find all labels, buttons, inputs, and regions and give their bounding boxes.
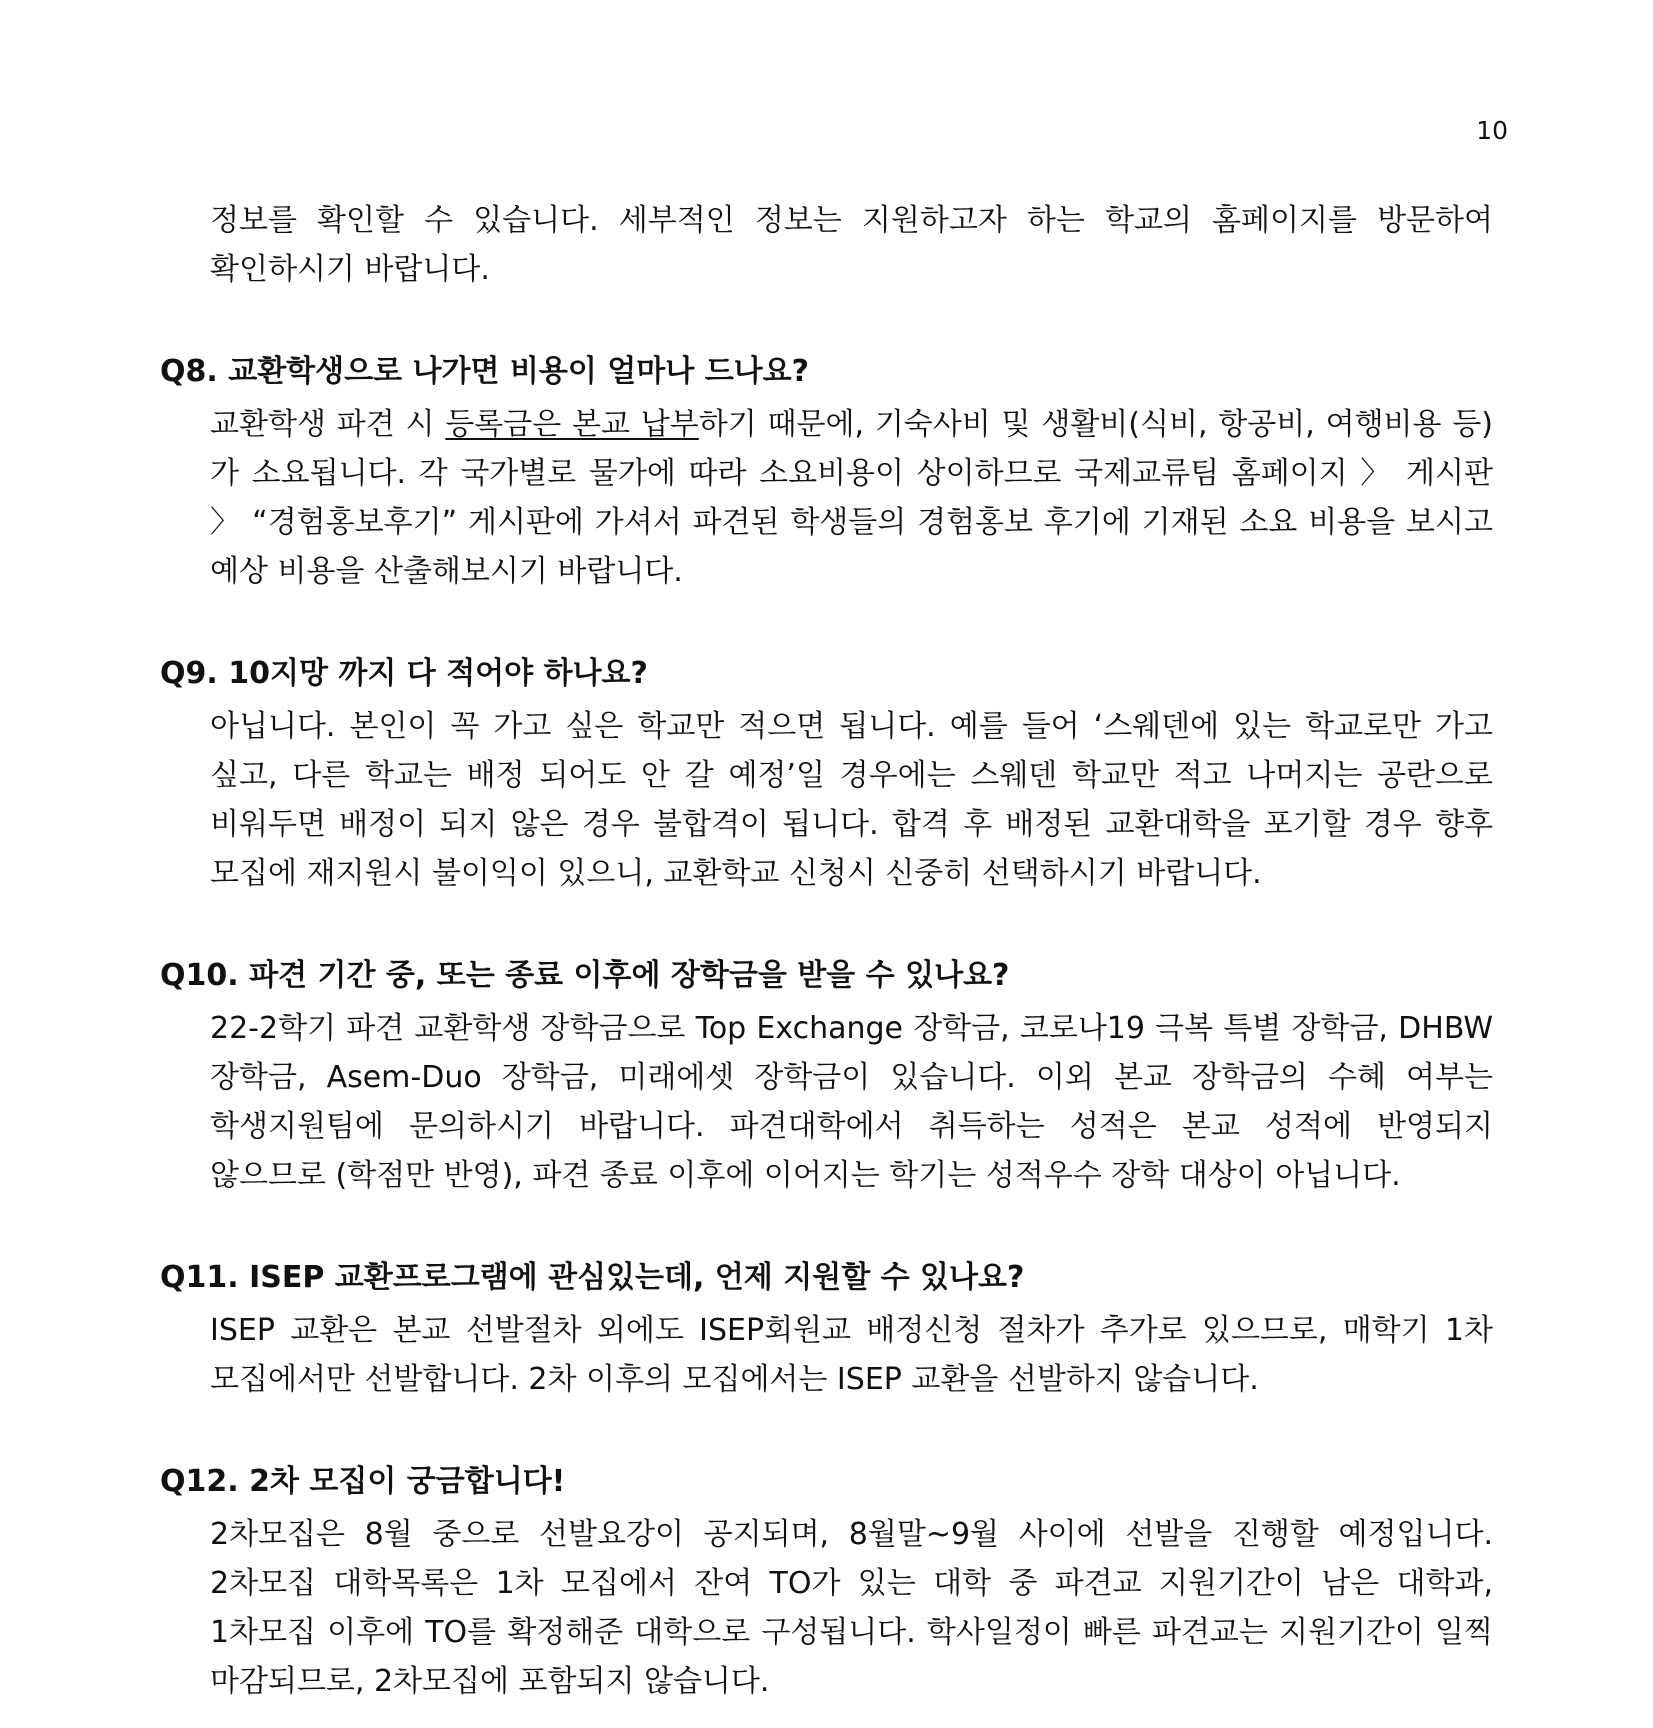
faq-q8 xyxy=(160,350,1493,596)
question-title: Q11. ISEP 교환프로그램에 관심있는데, 언제 지원할 수 있나요? xyxy=(160,1260,1025,1295)
question-title: Q12. 2차 모집이 궁금합니다! xyxy=(160,1464,566,1499)
underlined-text: 등록금은 본교 납부 xyxy=(445,407,699,442)
intro-paragraph: 정보를 확인할 수 있습니다. 세부적인 정보는 지원하고자 하는 학교의 홈페이지를 방문하여 확인하시기 바랍니다. xyxy=(210,203,1493,287)
answer-paragraph: 22-2학기 파견 교환학생 장학금으로 Top Exchange 장학금, 코로나19 극복 특별 장학금, DHBW 장학금, Asem-Duo 장학금, 미래에셋 장학금이 있습니다. 이외 본교 장학금의 수혜 여부는 학생지원팀에 문의하시기 바랍니다. 파견대학에서 취득하는 성적은 본교 성적에 반영되지 않으므로 (학점만 반영), 파견 종료 이후에 이어지는 학기는 성적우수 장학 대상이 아닙니다. xyxy=(210,1011,1493,1193)
answer-text-post: 하기 때문에, 기숙사비 및 생활비(식비, 항공비, 여행비용 등)가 소요됩니다. 각 국가별로 물가에 따라 소요비용이 상이하므로 국제교류팀 홈페이지 〉 게시판 〉 “경험홍보후기” 게시판에 가셔서 파견된 학생들의 경험홍보 후기에 기재된 소요 비용을 보시고 예상 비용을 산출해보시기 바랍니다. xyxy=(210,407,1493,589)
answer-paragraph: 아닙니다. 본인이 꼭 가고 싶은 학교만 적으면 됩니다. 예를 들어 ‘스웨덴에 있는 학교로만 가고 싶고, 다른 학교는 배정 되어도 안 갈 예정’일 경우에는 스웨덴 학교만 적고 나머지는 공란으로 비워두면 배정이 되지 않은 경우 불합격이 됩니다. 합격 후 배정된 교환대학을 포기할 경우 향후 모집에 재지원시 불이익이 있으니, 교환학교 신청시 신중히 선택하시기 바랍니다. xyxy=(210,709,1493,891)
question-title: Q8. 교환학생으로 나가면 비용이 얼마나 드나요? xyxy=(160,354,810,389)
answer-paragraph: 2차모집은 8월 중으로 선발요강이 공지되며, 8월말~9월 사이에 선발을 진행할 예정입니다. 2차모집 대학목록은 1차 모집에서 잔여 TO가 있는 대학 중 파견교 지원기간이 남은 대학과, 1차모집 이후에 TO를 확정해준 대학으로 구성됩니다. 학사일정이 빠른 파견교는 지원기간이 일찍 마감되므로, 2차모집에 포함되지 않습니다. xyxy=(210,1517,1493,1699)
page-number: 10 xyxy=(1476,116,1508,145)
question-title: Q10. 파견 기간 중, 또는 종료 이후에 장학금을 받을 수 있나요? xyxy=(160,958,1010,993)
answer-paragraph: ISEP 교환은 본교 선발절차 외에도 ISEP회원교 배정신청 절차가 추가로 있으므로, 매학기 1차 모집에서만 선발합니다. 2차 이후의 모집에서는 ISEP 교환을 선발하지 않습니다. xyxy=(210,1313,1493,1397)
faq-q12 xyxy=(160,1460,1493,1706)
question-title: Q9. 10지망 까지 다 적어야 하나요? xyxy=(160,656,648,691)
answer-text-pre: 교환학생 파견 시 xyxy=(210,407,446,442)
faq-q10 xyxy=(160,954,1493,1200)
faq-content xyxy=(160,196,1493,1706)
answer-paragraph xyxy=(210,400,1493,596)
faq-q9 xyxy=(160,652,1493,898)
faq-q11 xyxy=(160,1256,1493,1404)
